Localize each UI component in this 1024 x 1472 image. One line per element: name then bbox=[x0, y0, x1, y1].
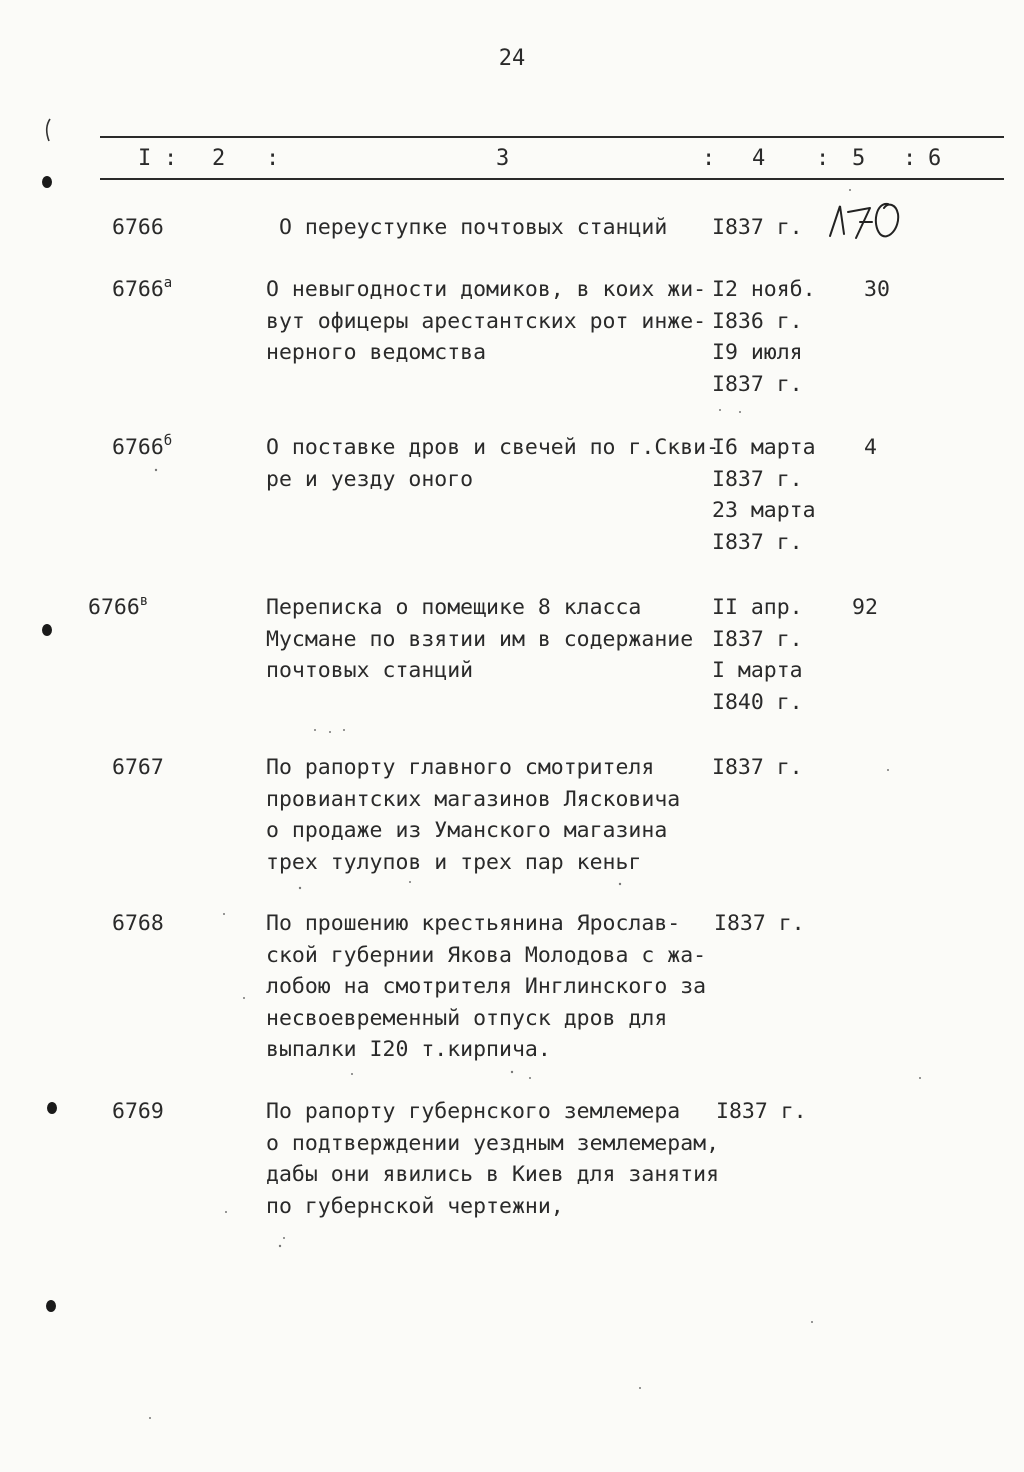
case-dates: I837 г. bbox=[712, 215, 803, 240]
case-sheets: 92 bbox=[852, 595, 878, 620]
case-dates: I2 нояб. I836 г. I9 июля I837 г. bbox=[712, 277, 816, 397]
case-title: По рапорту главного смотрителя провиантских магазинов Лясковича о продаже из Уманского магазина трех тулупов и трех пар кеньг bbox=[266, 755, 681, 875]
case-dates: I837 г. bbox=[714, 911, 805, 936]
case-title: О поставке дров и свечей по г.Скви- ре и уезду оного bbox=[266, 435, 720, 492]
case-title: О переуступке почтовых станций bbox=[279, 215, 668, 240]
case-title: По рапорту губернского землемера о подтверждении уездным землемерам, дабы они явились в Киев для занятия по губернской чертежни, bbox=[266, 1099, 720, 1219]
case-sheets: 30 bbox=[864, 277, 890, 302]
case-number: $6766^а$ bbox=[112, 275, 173, 302]
case-dates: II апр. I837 г. I марта I840 г. bbox=[712, 595, 803, 715]
case-number: $6766^в$ bbox=[88, 593, 149, 620]
column-separator: : bbox=[903, 146, 917, 171]
case-dates: I837 г. bbox=[712, 755, 803, 780]
column-separator: : bbox=[164, 146, 178, 171]
column-header-2: 2 bbox=[212, 146, 226, 171]
column-separator: : bbox=[816, 146, 830, 171]
column-header-5: 5 bbox=[852, 146, 866, 171]
case-number: 6766 bbox=[112, 215, 164, 240]
case-dates: I837 г. bbox=[716, 1099, 807, 1124]
case-number: 6767 bbox=[112, 755, 164, 780]
case-number: 6769 bbox=[112, 1099, 164, 1124]
column-header-3: 3 bbox=[496, 146, 510, 171]
case-number: $6766^б$ bbox=[112, 433, 173, 460]
column-separator: : bbox=[702, 146, 716, 171]
case-title: Переписка о помещике 8 класса Мусмане по взятии им в содержание почтовых станций bbox=[266, 595, 694, 683]
column-header-4: 4 bbox=[752, 146, 766, 171]
case-dates: I6 марта I837 г. 23 марта I837 г. bbox=[712, 435, 816, 555]
column-header-6: 6 bbox=[928, 146, 942, 171]
case-title: О невыгодности домиков, в коих жи- вут офицеры арестантских рот инже- нерного ведомства bbox=[266, 277, 707, 365]
column-header-1: I bbox=[138, 146, 152, 171]
case-number: 6768 bbox=[112, 911, 164, 936]
column-separator: : bbox=[266, 146, 280, 171]
case-title: По прошению крестьянина Ярослав- ской губернии Якова Молодова с жа- лобою на смотрителя Инглинского за несвоевременный отпуск дров для выпалки I20 т.кирпича. bbox=[266, 911, 707, 1062]
page-number: 24 bbox=[498, 46, 526, 71]
case-sheets: 4 bbox=[864, 435, 877, 460]
